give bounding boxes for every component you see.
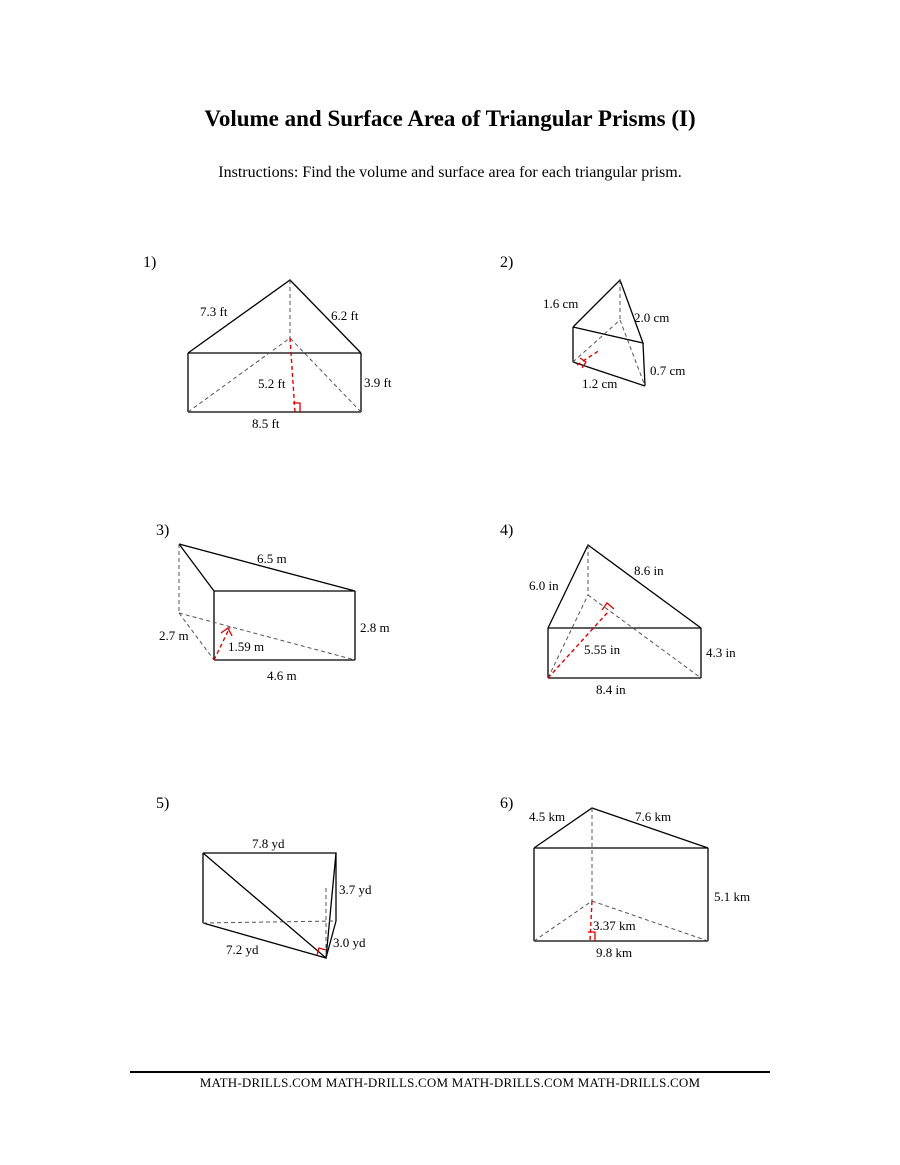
- p4-base-label: 8.4 in: [596, 682, 626, 697]
- p6-base-label: 9.8 km: [596, 945, 633, 960]
- problem-6-number: 6): [500, 795, 514, 812]
- prism-3: [159, 544, 390, 683]
- worksheet-title: Volume and Surface Area of Triangular Prisms (I): [204, 106, 696, 131]
- problem-1-number: 1): [143, 254, 157, 271]
- p1-height-label: 5.2 ft: [258, 376, 286, 391]
- problem-5-number: 5): [156, 795, 170, 812]
- problem-3-number: 3): [156, 522, 170, 539]
- p3-height-label: 1.59 m: [228, 639, 265, 654]
- p6-left-side-label: 4.5 km: [529, 809, 566, 824]
- p3-length-label: 2.8 m: [360, 620, 390, 635]
- p5-height-label: 3.0 yd: [333, 935, 366, 950]
- p5-right-side-label: 3.7 yd: [339, 882, 372, 897]
- prism-5: [203, 836, 372, 958]
- p6-right-side-label: 7.6 km: [635, 809, 672, 824]
- p6-height-label: 3.37 km: [593, 918, 636, 933]
- prism-4: [529, 545, 736, 697]
- p1-left-side-label: 7.3 ft: [200, 304, 228, 319]
- problem-4-number: 4): [500, 522, 514, 539]
- p3-side-label: 2.7 m: [159, 628, 189, 643]
- p2-base-label: 1.2 cm: [582, 376, 618, 391]
- p5-base-label: 7.2 yd: [226, 942, 259, 957]
- p6-length-label: 5.1 km: [714, 889, 751, 904]
- p3-top-label: 6.5 m: [257, 551, 287, 566]
- prism-2: [543, 280, 685, 391]
- p2-length-label: 0.7 cm: [650, 363, 686, 378]
- p2-right-side-label: 2.0 cm: [634, 310, 670, 325]
- p3-base-label: 4.6 m: [267, 668, 297, 683]
- footer-text: MATH-DRILLS.COM MATH-DRILLS.COM MATH-DRILLS.COM MATH-DRILLS.COM: [199, 1075, 701, 1090]
- p5-top-label: 7.8 yd: [252, 836, 285, 851]
- p4-right-side-label: 8.6 in: [634, 563, 664, 578]
- instructions: Instructions: Find the volume and surface area for each triangular prism.: [218, 164, 682, 181]
- p4-left-side-label: 6.0 in: [529, 578, 559, 593]
- prism-6: [529, 808, 750, 960]
- p2-left-side-label: 1.6 cm: [543, 296, 579, 311]
- p1-base-label: 8.5 ft: [252, 416, 280, 431]
- p1-length-label: 3.9 ft: [364, 375, 392, 390]
- p4-height-label: 5.55 in: [584, 642, 621, 657]
- p1-right-side-label: 6.2 ft: [331, 308, 359, 323]
- prism-1: [188, 280, 392, 431]
- problem-2-number: 2): [500, 254, 514, 271]
- p4-length-label: 4.3 in: [706, 645, 736, 660]
- footer-divider: [130, 1071, 770, 1073]
